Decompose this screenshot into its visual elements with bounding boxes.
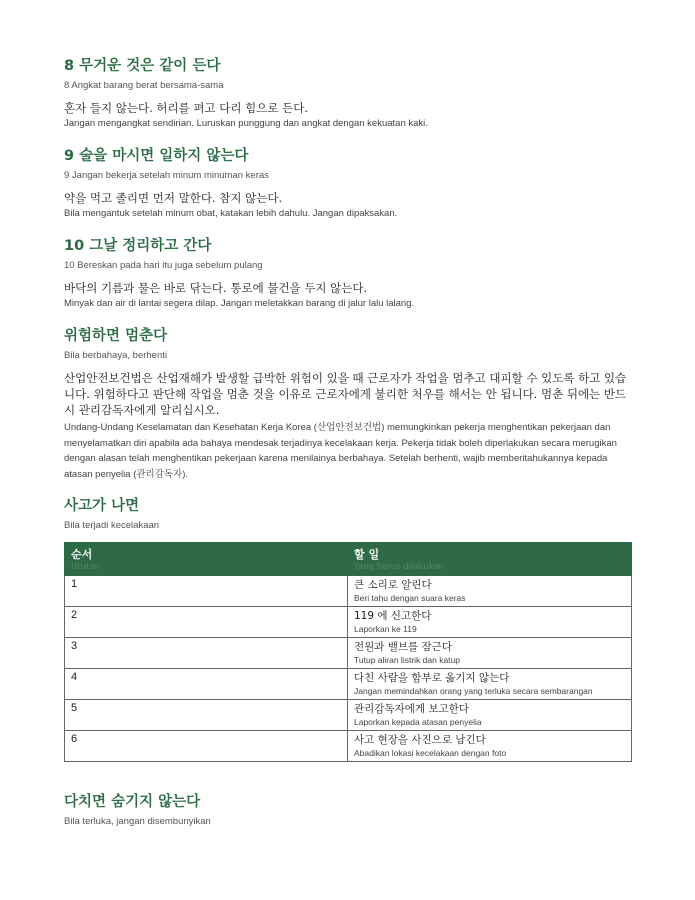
- step-action: [348, 576, 632, 607]
- step-action-korean: 큰 소리로 알린다: [354, 579, 432, 591]
- header-step-label: 순서: [71, 548, 93, 561]
- step-number: 6: [65, 731, 348, 762]
- step-action: [348, 638, 632, 669]
- step-action-korean: 관리감독자에게 보고한다: [354, 703, 469, 715]
- table-row: [65, 638, 632, 669]
- rule-title: 8 무거운 것은 같이 든다: [64, 58, 221, 74]
- rule-title: 10 그날 정리하고 간다: [64, 238, 212, 254]
- rule-text-indonesian: Minyak dan air di lantai segera dilap. Jangan meletakkan barang di jalur lalu lalang.: [64, 298, 415, 309]
- rule-text-korean: 혼자 들지 않는다. 허리를 펴고 다리 힘으로 든다.: [64, 101, 308, 115]
- step-number: 3: [65, 638, 348, 669]
- rule-text-indonesian: Jangan mengangkat sendirian. Luruskan punggung dan angkat dengan kekuatan kaki.: [64, 118, 428, 129]
- rule-subtitle: 10 Bereskan pada hari itu juga sebelum pulang: [64, 260, 263, 271]
- section-dont-hide-injury: [64, 792, 631, 828]
- header-action: [348, 543, 632, 576]
- rule-title: 9 술을 마시면 일하지 않는다: [64, 148, 249, 164]
- accident-steps-table: [64, 542, 632, 762]
- rule-10: [64, 236, 631, 310]
- header-action-sublabel: Yang harus dilakukan: [354, 562, 445, 572]
- step-action-korean: 전원과 밸브를 잠근다: [354, 641, 452, 653]
- step-action-korean: 119 에 신고한다: [354, 610, 432, 622]
- step-action-indonesian: Jangan memindahkan orang yang terluka secara sembarangan: [354, 686, 593, 696]
- section-title: 다치면 숨기지 않는다: [64, 794, 201, 810]
- rule-subtitle: 8 Angkat barang berat bersama-sama: [64, 80, 224, 91]
- rule-8: [64, 56, 631, 130]
- section-stop-if-dangerous: [64, 326, 631, 482]
- step-action: [348, 731, 632, 762]
- header-step: [65, 543, 348, 576]
- header-action-label: 할 일: [354, 548, 380, 561]
- rule-9: [64, 146, 631, 220]
- step-action: [348, 607, 632, 638]
- table-row: [65, 576, 632, 607]
- step-action: [348, 669, 632, 700]
- step-number: 4: [65, 669, 348, 700]
- section-text-korean: 산업안전보건법은 산업재해가 발생할 급박한 위험이 있을 때 근로자가 작업을 멈추고 대피할 수 있도록 하고 있습니다. 위험하다고 판단해 작업을 멈춘 것을 이유로 근로자에게 불리한 처우를 해서는 안 됩니다. 멈춘 뒤에는 반드시 관리감독자에게 알리십시오.: [64, 371, 627, 417]
- table-header-row: [65, 543, 632, 576]
- step-action-indonesian: Beri tahu dengan suara keras: [354, 593, 466, 603]
- section-accident: [64, 496, 631, 762]
- step-action-indonesian: Tutup aliran listrik dan katup: [354, 655, 460, 665]
- section-title: 위험하면 멈춘다: [64, 328, 168, 344]
- step-action-indonesian: Laporkan kepada atasan penyelia: [354, 717, 482, 727]
- step-number: 1: [65, 576, 348, 607]
- section-text-indonesian: Undang-Undang Keselamatan dan Kesehatan Kerja Korea (산업안전보건법) memungkinkan pekerja menghentikan pekerjaan dan menyelamatkan diri apabila ada bahaya mendesak terjadinya kecelakaan kerja. Pekerja tidak boleh diperlakukan secara merugikan dengan alasan telah menghentikan pekerjaan karena menilainya berbahaya. Setelah berhenti, wajib memberitahukannya kepada atasan penyelia (관리감독자).: [64, 422, 617, 480]
- rule-text-korean: 약을 먹고 졸리면 먼저 말한다. 참지 않는다.: [64, 191, 283, 205]
- rule-text-korean: 바닥의 기름과 물은 바로 닦는다. 통로에 물건을 두지 않는다.: [64, 281, 368, 295]
- step-action-indonesian: Abadikan lokasi kecelakaan dengan foto: [354, 748, 507, 758]
- step-action-indonesian: Laporkan ke 119: [354, 624, 417, 634]
- table-row: [65, 731, 632, 762]
- section-title: 사고가 나면: [64, 498, 140, 514]
- page-content: [64, 56, 631, 828]
- step-action: [348, 700, 632, 731]
- header-step-sublabel: Urutan: [71, 562, 101, 572]
- rule-text-indonesian: Bila mengantuk setelah minum obat, katakan lebih dahulu. Jangan dipaksakan.: [64, 208, 398, 219]
- table-row: [65, 700, 632, 731]
- step-action-korean: 사고 현장을 사진으로 남긴다: [354, 734, 486, 746]
- rule-subtitle: 9 Jangan bekerja setelah minum minuman keras: [64, 170, 269, 181]
- table-row: [65, 607, 632, 638]
- step-action-korean: 다친 사람을 함부로 옮기지 않는다: [354, 672, 510, 684]
- section-subtitle: Bila terluka, jangan disembunyikan: [64, 816, 211, 827]
- section-subtitle: Bila berbahaya, berhenti: [64, 350, 167, 361]
- step-number: 5: [65, 700, 348, 731]
- table-row: [65, 669, 632, 700]
- step-number: 2: [65, 607, 348, 638]
- section-subtitle: Bila terjadi kecelakaan: [64, 520, 160, 531]
